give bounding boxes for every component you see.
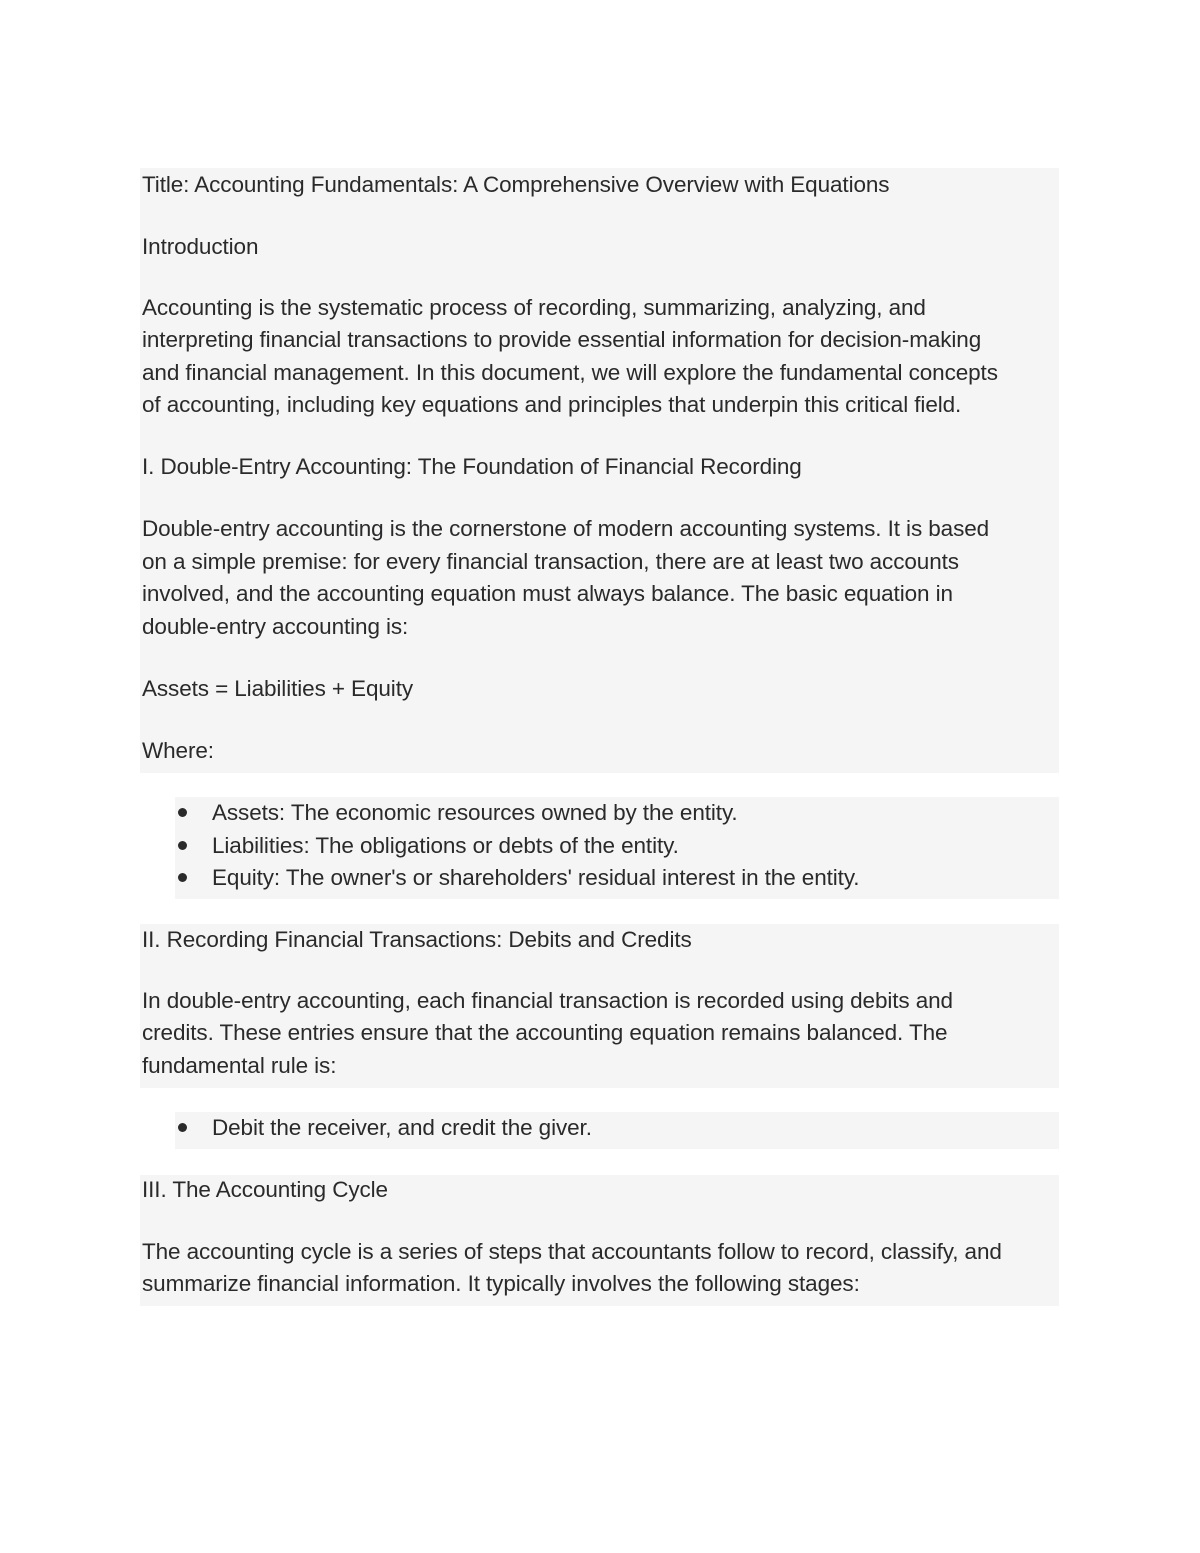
- bullet-icon: [178, 808, 187, 817]
- list-item-text: Debit the receiver, and credit the giver.: [212, 1115, 592, 1140]
- intro-line: and financial management. In this document, we will explore the fundamental concepts: [142, 360, 998, 385]
- list-item-text: Equity: The owner's or shareholders' residual interest in the entity.: [212, 865, 860, 890]
- list-item-text: Liabilities: The obligations or debts of the entity.: [212, 833, 679, 858]
- section1-line: involved, and the accounting equation must always balance. The basic equation in: [142, 581, 953, 606]
- intro-line: of accounting, including key equations and principles that underpin this critical field.: [142, 392, 962, 417]
- section2-heading: II. Recording Financial Transactions: Debits and Credits: [142, 927, 692, 952]
- section2-line: credits. These entries ensure that the accounting equation remains balanced. The: [142, 1020, 948, 1045]
- list-item: [178, 1112, 592, 1145]
- intro-line: Accounting is the systematic process of recording, summarizing, analyzing, and: [142, 295, 926, 320]
- section1-line: double-entry accounting is:: [142, 614, 409, 639]
- section2-line: fundamental rule is:: [142, 1053, 337, 1078]
- list-item: [178, 830, 679, 863]
- section1-line: Double-entry accounting is the cornerstone of modern accounting systems. It is based: [142, 516, 990, 541]
- section2-line: In double-entry accounting, each financial transaction is recorded using debits and: [142, 988, 953, 1013]
- section3-line: The accounting cycle is a series of steps that accountants follow to record, classify, and: [142, 1239, 1002, 1264]
- document-title: Title: Accounting Fundamentals: A Comprehensive Overview with Equations: [142, 172, 890, 197]
- list-item-text: Assets: The economic resources owned by the entity.: [212, 800, 738, 825]
- section3-heading: III. The Accounting Cycle: [142, 1177, 388, 1202]
- list-item: [178, 862, 859, 895]
- bullet-icon: [178, 841, 187, 850]
- intro-line: interpreting financial transactions to provide essential information for decision-making: [142, 327, 982, 352]
- list-item: [178, 797, 738, 830]
- bullet-icon: [178, 1123, 187, 1132]
- section3-line: summarize financial information. It typically involves the following stages:: [142, 1271, 860, 1296]
- section1-line: on a simple premise: for every financial transaction, there are at least two accounts: [142, 549, 959, 574]
- bullet-icon: [178, 873, 187, 882]
- where-label: Where:: [142, 738, 214, 763]
- accounting-equation: Assets = Liabilities + Equity: [142, 676, 413, 701]
- intro-heading: Introduction: [142, 234, 259, 259]
- section1-heading: I. Double-Entry Accounting: The Foundation of Financial Recording: [142, 454, 802, 479]
